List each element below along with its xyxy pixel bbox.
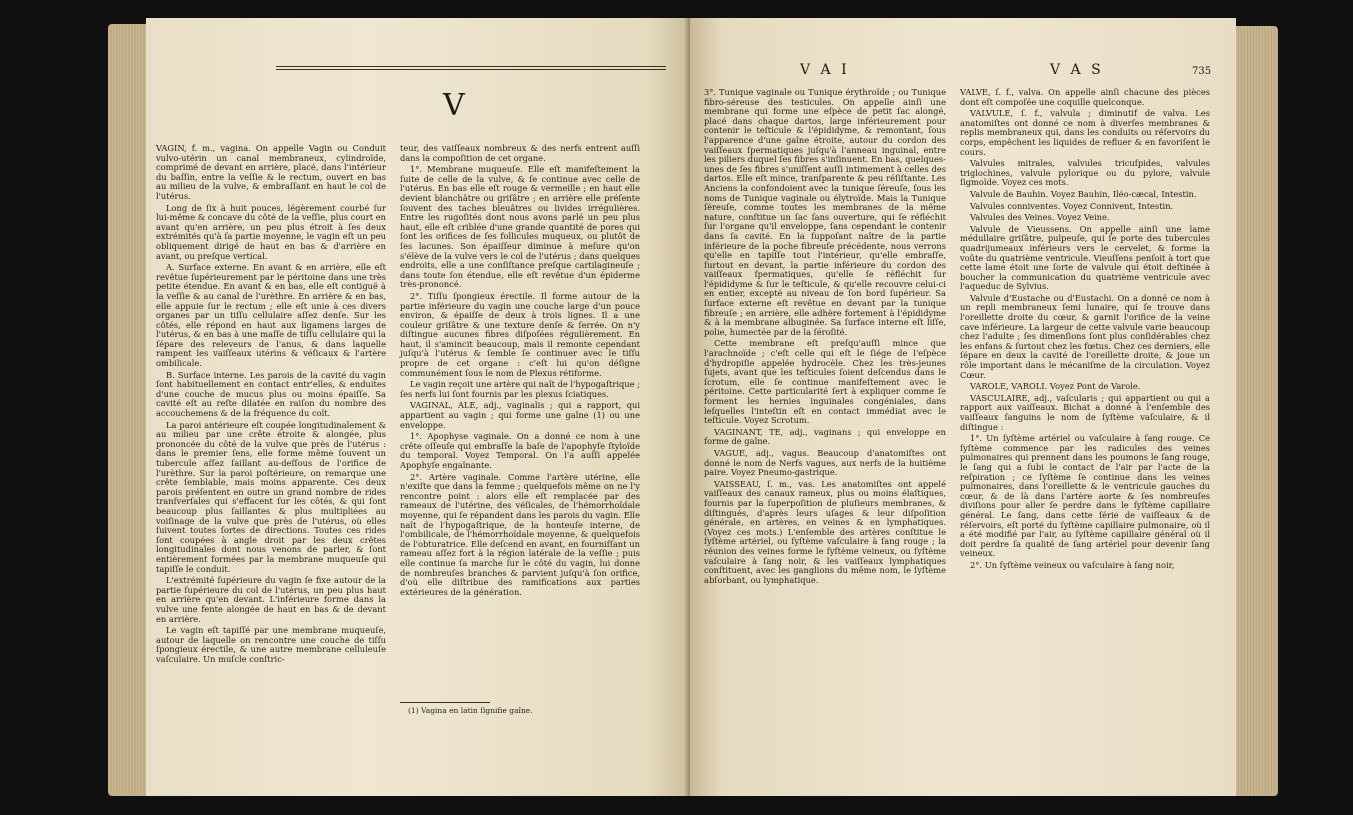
paragraph: 2°. Un ſyſtème veineux ou vaſculaire à ſang noir,	[970, 559, 1175, 570]
running-head-left: V A I	[800, 62, 850, 78]
paragraph: 1°. Un ſyſtème artériel ou vaſculaire à ſang rouge. Ce ſyſtème commence par les radicules des veines pulmonaires qui prennent dans les poumons le ſang rouge, le ſang qui a ſubi le contact de l'air par l'acte de la reſpiration ; ce ſyſtème ſe continue dans les veines pulmonaires, dans l'oreillette & le ventricule gauches du cœur, & de là dans l'artère aorte & ſes nombreuſes diviſions pour aller ſe perdre dans le ſyſtème capillaire général. Le ſang, dans cette ſérie de vaiſſeaux & de réſervoirs, eſt porté du ſyſtème capillaire pulmonaire, où il a été modifié par l'air, au ſyſtème capillaire général où il doit perdre ſa qualité de ſang artériel pour devenir ſang veineux.	[960, 433, 1210, 559]
left-page-edges	[108, 24, 148, 796]
right-page	[690, 18, 1236, 796]
paragraph: VAGIN, f. m., vagina. On appelle Vagin ou Conduit vulvo-utérin un canal membraneux, cylindroïde, comprimé de devant en arrière, placé, dans l'intérieur du baſſin, entre la veſſie & le rectum, ouvert en bas au milieu de la vulve, & embraſſant en haut le col de l'utérus.	[156, 143, 386, 201]
paragraph: VALVE, ſ. f., valva. On appelle ainſi chacune des pièces dont eſt compoſée une coquille quelconque.	[960, 87, 1210, 107]
paragraph: VASCULAIRE, adj., vaſcularis ; qui appartient ou qui a rapport aux vaiſſeaux. Bichat a donné à l'enſemble des vaiſſeaux ſanguins le nom de ſyſtème vaſculaire, & il diſtingue :	[960, 392, 1210, 432]
right-column-2	[960, 88, 1210, 788]
paragraph: Valvule de Bauhin. Voyez Bauhin, Iléo-cæcal, Intestin.	[970, 188, 1197, 199]
right-page-edges	[1232, 26, 1278, 796]
paragraph: 1°. Membrane muqueuſe. Elle eſt manifeſtement la ſuite de celle de la vulve, & ſe continue avec celle de l'utérus. En bas elle eſt rouge & vermeille ; en haut elle devient blanchâtre ou griſâtre ; en arrière elle préſente ſouvent des taches bleuâtres ou livides irrégulières. Entre les rugoſités dont nous avons parlé un peu plus haut, elle eſt criblée d'une grande quantité de pores qui ſont les orifices de ſes follicules muqueux, ou plutôt de ſes lacunes. Son épaiſſeur diminue à meſure qu'on s'élève de la vulve vers le col de l'utérus ; dans quelques endroits, elle a une conſiſtance preſque cartilagineuſe ; dans toute ſon étendue, elle eſt revêtue d'un épiderme très-prononcé.	[400, 164, 640, 290]
paragraph: Valvule de Vieussens. On appelle ainſi une lame médullaire griſâtre, pulpeuſe, qui ſe porte des tubercules quadrijumeaux inférieurs vers le cervelet, & forme la voûte du quatrième ventricule. Vieuſſens penſoit à tort que cette lame étoit une ſorte de valvule qui étoit deſtinée à boucher la communication du quatrième ventricule avec l'aqueduc de Sylvius.	[960, 223, 1210, 292]
footnote: (1) Vagina en latin ſignifie gaîne.	[408, 706, 533, 715]
paragraph: B. Surface interne. Les parois de la cavité du vagin ſont habituellement en contact entr'elles, & enduites d'une couche de mucus plus ou moins épaiſſe. Sa cavité eſt au reſte dilatée en raiſon du nombre des accouchemens & de la fréquence du coït.	[156, 369, 386, 419]
left-page	[146, 18, 690, 796]
running-head-right: V A S	[1050, 62, 1104, 78]
paragraph: VAISSEAU, ſ. m., vas. Les anatomiſtes ont appelé vaiſſeaux des canaux rameux, plus ou moins élaſtiques, fournis par la ſuperpoſition de pluſieurs membranes, & diſtingués, d'après leurs uſages & leur diſpoſition générale, en artères, en veines & en lymphatiques. (Voyez ces mots.) L'enſemble des artères conſtitue le ſyſtème artériel, ou ſyſtème vaſculaire à ſang rouge ; la réunion des veines forme le ſyſtème veineux, ou ſyſtème vaſculaire à ſang noir, & les vaiſſeaux lymphatiques conſtituent, avec les ganglions du même nom, le ſyſtème abſorbant, ou lymphatique.	[704, 478, 946, 585]
paragraph: teur, des vaiſſeaux nombreux & des nerfs entrent auſſi dans la compoſition de cet organe.	[400, 143, 640, 163]
paragraph: 2°. Tiſſu ſpongieux érectile. Il forme autour de la partie inférieure du vagin une couche large d'un pouce environ, & épaiſſe de deux à trois lignes. Il a une couleur griſâtre & une texture denſe & ſerrée. On n'y diſtingue aucunes fibres diſpoſées régulièrement. En haut, il s'amincit beaucoup, mais il remonte cependant juſqu'à l'utérus & ſemble ſe continuer avec le tiſſu propre de cet organe : c'eſt lui qu'on déſigne communément ſous le nom de Plexus rétiforme.	[400, 290, 640, 378]
paragraph: L'extrémité ſupérieure du vagin ſe fixe autour de la partie ſupérieure du col de l'utérus, un peu plus haut en arrière qu'en devant. L'inférieure forme dans la vulve une fente alongée de haut en bas & de devant en arrière.	[156, 575, 386, 624]
section-letter: V	[443, 88, 466, 123]
paragraph: Valvules des Veines. Voyez Veine.	[970, 212, 1110, 223]
paragraph: Valvules mitrales, valvules tricuſpides, valvules triglochines, valvule pylorique ou du pylore, valvule ſigmoïde. Voyez ces mots.	[960, 158, 1210, 188]
paragraph: Le vagin eſt tapiſſé par une membrane muqueuſe, autour de laquelle on rencontre une couche de tiſſu ſpongieux érectile, & une autre membrane celluleuſe vaſculaire. Un muſcle conſtric-	[156, 625, 386, 664]
paragraph: 2°. Artère vaginale. Comme l'artère utérine, elle n'exiſte que dans la femme ; quelquefois même on ne l'y rencontre point : alors elle eſt remplacée par des rameaux de l'utérine, des véſicales, de l'hémorrhoïdale moyenne, qui ſe répandent dans les parois du vagin. Elle naît de l'hypogaſtrique, de la honteuſe interne, de l'ombilicale, de l'hémorrhoïdale moyenne, & quelquefois de l'obturatrice. Elle deſcend en avant, en fourniſſant un rameau aſſez fort à la région latérale de la veſſie ; puis elle continue ſa marche ſur le côté du vagin, lui donne de nombreuſes branches & parvient juſqu'à ſon orifice, d'où elle diſtribue des ramifications aux parties extérieures de la génération.	[400, 471, 640, 597]
page-number: 735	[1192, 66, 1212, 77]
left-column-1	[156, 144, 386, 794]
paragraph: Long de ſix à huit pouces, légèrement courbé ſur lui-même & concave du côté de la veſſie, plus court en avant qu'en arrière, un peu plus étroit à ſes deux extrémités qu'à ſa partie moyenne, le vagin eſt un peu obliquement dirigé de haut en bas & d'arrière en avant, ou preſque vertical.	[156, 202, 386, 261]
paragraph: Valvule d'Eustache ou d'Eustachi. On a donné ce nom à un repli membraneux ſemi lunaire, qui ſe trouve dans l'oreillette droite du cœur, & garnit l'orifice de la veine cave inférieure. La largeur de cette valvule varie beaucoup chez l'adulte ; ſes dimenſions ſont plus conſidérables chez les enfans & ſurtout chez les fœtus. Chez ces derniers, elle ſépare en deux la cavité de l'oreillette droite, & joue un rôle important dans le mécaniſme de la circulation. Voyez Cœur.	[960, 292, 1210, 380]
left-column-2	[400, 144, 640, 699]
paragraph: 3°. Tunique vaginale ou Tunique érythroïde ; ou Tunique fibro-séreuse des testicules. On appelle ainſi une membrane qui forme une eſpèce de petit ſac alongé, placé dans chaque dartos, large inférieurement pour contenir le teſticule & l'épididyme, & remontant, ſous l'apparence d'une gaîne étroite, autour du cordon des vaiſſeaux ſpermatiques juſqu'à l'anneau inguinal, entre les piliers duquel ſes fibres s'inſinuent. En bas, quelques-unes de ſes fibres s'uniſſent auſſi intimement à celles des dartos. Elle eſt mince, tranſparente & peu réſiſtante. Les Anciens la confondoient avec la tunique ſéreuſe, ſous les noms de Tunique vaginale ou élytroïde. Mais la Tunique ſéreuſe, comme toutes les membranes de la même nature, conſtitue un ſac ſans ouverture, qui ſe réfléchit ſur l'organe qu'il enveloppe, ſans cependant le contenir dans ſa cavité. En la ſuppoſant naître de la partie inférieure de la poche fibreuſe précédente, nous verrons qu'elle en tapiſſe tout l'intérieur, qu'elle embraſſe, ſurtout en devant, la partie inférieure du cordon des vaiſſeaux ſpermatiques, qu'elle ſe réfléchit ſur l'épididyme & ſur le teſticule, & qu'elle recouvre celui-ci en entier, excepté au niveau de ſon bord ſupérieur. Sa ſurface externe eſt revêtue en devant par la tunique fibreuſe ; en arrière, elle adhère fortement à l'épididyme & à la membrane albuginée. Sa ſurface interne eſt liſſe, polie, humectée par de la ſéroſité.	[704, 87, 946, 337]
paragraph: La paroi antérieure eſt coupée longitudinalement & au milieu par une crête étroite & alongée, plus prononcée du côté de la vulve que près de l'utérus : dans le premier ſens, elle forme même ſouvent un tubercule aſſez ſaillant au-deſſous de l'orifice de l'urèthre. Sur la paroi poſtérieure, on remarque une crête ſemblable, mais moins apparente. Ces deux parois préſentent en outre un grand nombre de rides tranſverſales qui s'effacent ſur les côtés, & qui ſont beaucoup plus ſaillantes & plus multipliées au voiſinage de la vulve que près de l'utérus, où elles ſuivent toutes ſortes de directions. Toutes ces rides ſont coupées à angle droit par les deux crêtes longitudinales dont nous venons de parler, & ſont entièrement formées par la membrane muqueuſe qui tapiſſe le conduit.	[156, 419, 386, 574]
paragraph: Cette membrane eſt preſqu'auſſi mince que l'arachnoïde ; c'eſt celle qui eſt le ſiége de l'eſpèce d'hydropiſie appelée hydrocèle. Chez les très-jeunes ſujets, avant que les teſticules ſoient deſcendus dans le ſcrotum, elle ſe continue manifeſtement avec le péritoine. Cette particularité ſert à expliquer comme ſe forment les hernies inguinales congéniales, dans leſquelles l'inteſtin eſt en contact immédiat avec le teſticule. Voyez Scrotum.	[704, 338, 946, 426]
footnote-rule	[400, 702, 490, 703]
paragraph: VAROLE, VAROLI. Voyez Pont de Varole.	[970, 381, 1141, 392]
paragraph: VAGINAL, ALE, adj., vaginalis ; qui a rapport, qui appartient au vagin ; qui forme une gaîne (1) ou une enveloppe.	[400, 400, 640, 430]
paragraph: VAGUE, adj., vagus. Beaucoup d'anatomiſtes ont donné le nom de Nerfs vagues, aux nerfs de la huitième paire. Voyez Pneumo-gastrique.	[704, 447, 946, 478]
right-column-1	[704, 88, 946, 788]
paragraph: 1°. Apophyse vaginale. On a donné ce nom à une crête oſſeuſe qui embraſſe la baſe de l'apophyſe ſtyloïde du temporal. Voyez Temporal. On l'a auſſi appelée Apophyſe engaînante.	[400, 431, 640, 470]
header-rule	[276, 66, 666, 70]
paragraph: Le vagin reçoit une artère qui naît de l'hypogaſtrique ; ſes nerfs lui ſont fournis par les plexus ſciatiques.	[400, 379, 640, 399]
paragraph: A. Surface externe. En avant & en arrière, elle eſt revêtue ſupérieurement par le péritoine dans une très petite étendue. En avant & en bas, elle eſt contiguë à la veſſie & au canal de l'urèthre. En arrière & en bas, elle appuie ſur le rectum ; elle eſt unie à ces divers organes par un tiſſu cellulaire aſſez denſe. Sur les côtés, elle répond en haut aux ligamens larges de l'utérus, & en bas à une maſſe de tiſſu cellulaire qui la ſépare des releveurs de l'anus, & dans laquelle rampent les vaiſſeaux utérins & véſicaux & l'artère ombilicale.	[156, 262, 386, 369]
paragraph: Valvules conniventes. Voyez Connivent, Intestin.	[970, 200, 1174, 211]
paragraph: VAGINANT, TE, adj., vaginans ; qui enveloppe en forme de gaîne.	[704, 426, 946, 447]
paragraph: VALVULE, ſ. f., valvula ; diminutif de valva. Les anatomiſtes ont donné ce nom à diverſes membranes & replis membraneux qui, dans les conduits ou réſervoirs du corps, empêchent les liquides de refluer & en favoriſent le cours.	[960, 108, 1210, 157]
